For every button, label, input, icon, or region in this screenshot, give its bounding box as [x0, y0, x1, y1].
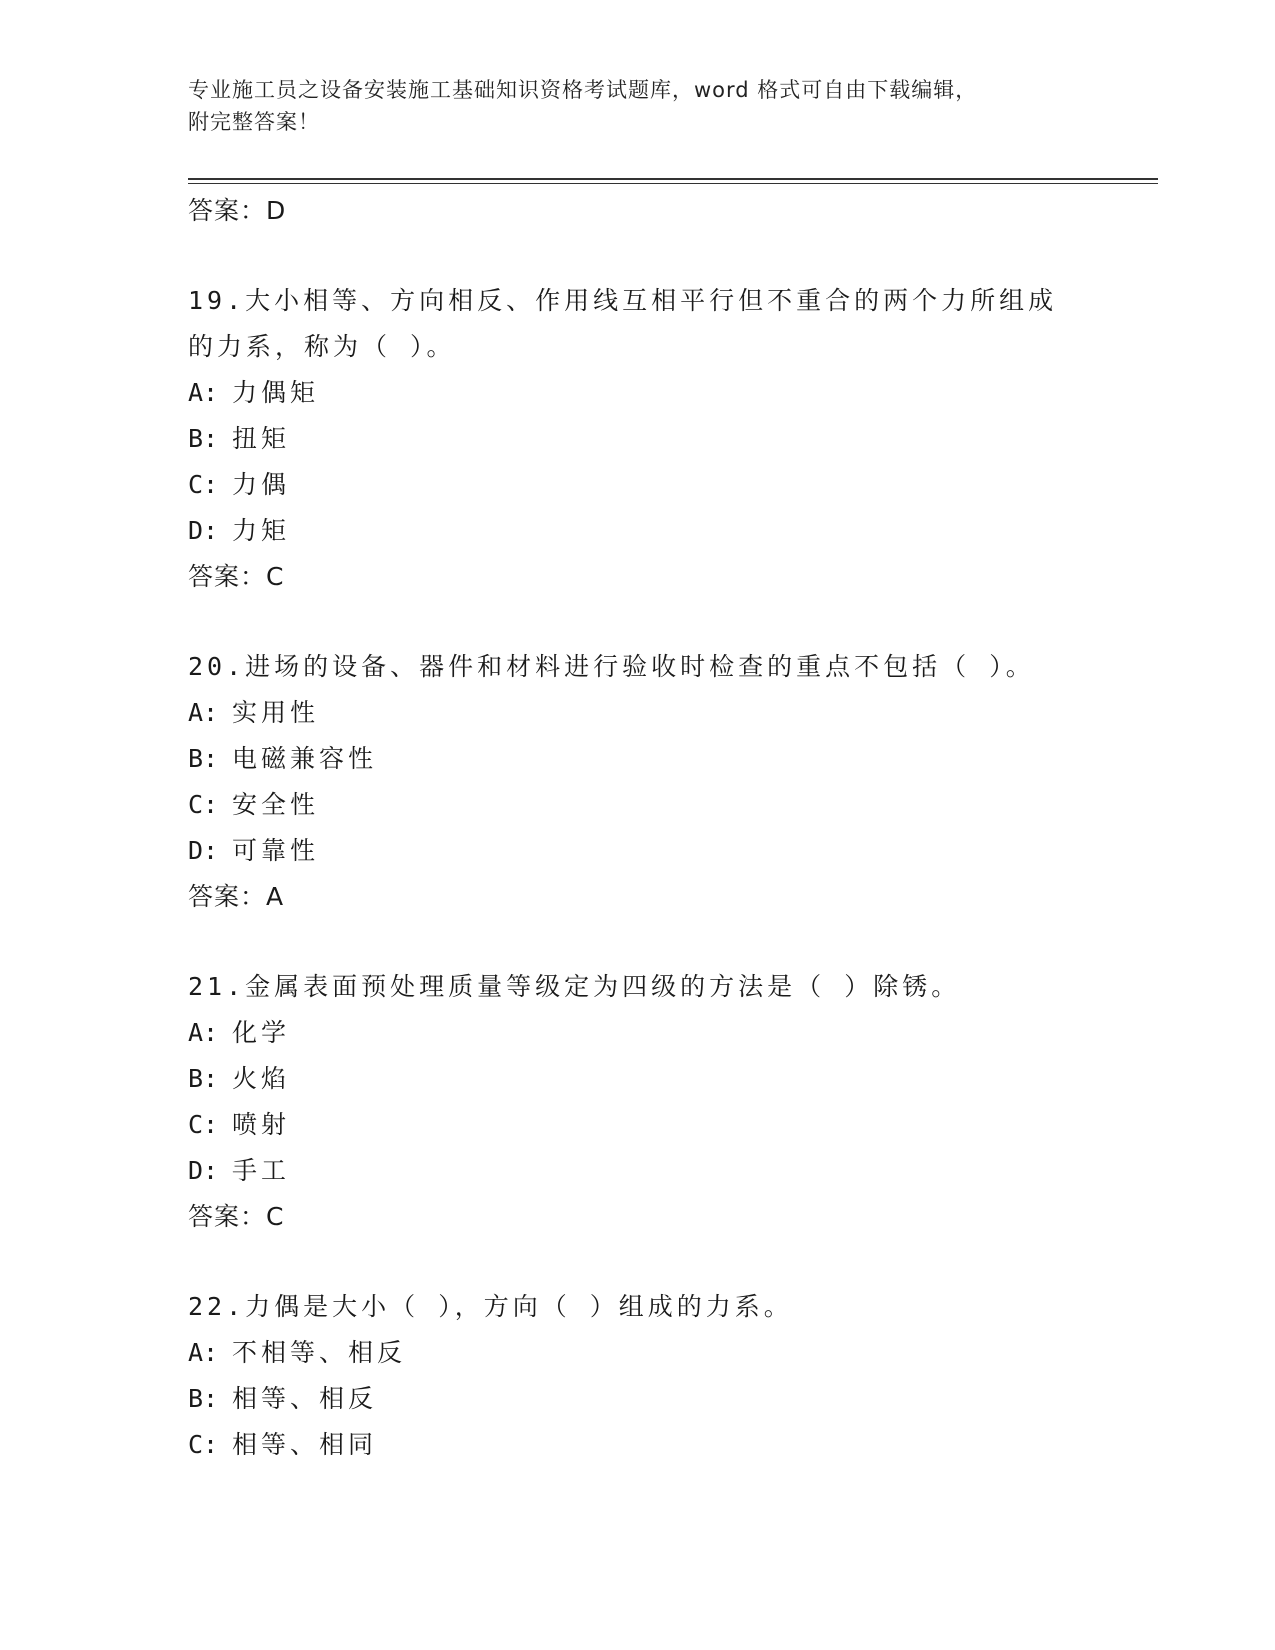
question-text: 20.进场的设备、器件和材料进行验收时检查的重点不包括（ ）。 — [188, 652, 1035, 681]
option-text: 实用性 — [232, 698, 320, 727]
option-text: 可靠性 — [232, 836, 320, 865]
option-b — [188, 416, 1088, 462]
option-text: 力偶 — [232, 470, 291, 499]
question-block — [188, 1284, 1088, 1468]
option-letter: B: — [188, 424, 219, 453]
option-a — [188, 1010, 1088, 1056]
question-text: 19.大小相等、方向相反、作用线互相平行但不重合的两个力所组成的力系，称为（ ）。 — [188, 286, 1058, 361]
question-text: 22.力偶是大小（ ），方向（ ）组成的力系。 — [188, 1292, 793, 1321]
option-text: 相等、相反 — [232, 1384, 378, 1413]
option-text: 手工 — [232, 1156, 291, 1185]
question-block — [188, 644, 1088, 920]
option-letter: D: — [188, 516, 219, 545]
question-list — [188, 188, 1088, 1468]
option-b — [188, 1376, 1088, 1422]
option-b — [188, 1056, 1088, 1102]
answer-label: 答案：D — [188, 196, 287, 225]
option-letter: A: — [188, 698, 219, 727]
page-header — [188, 74, 1068, 138]
option-text: 安全性 — [232, 790, 320, 819]
answer-label: 答案：C — [188, 562, 285, 591]
option-c — [188, 462, 1088, 508]
option-text: 化学 — [232, 1018, 291, 1047]
option-c — [188, 1422, 1088, 1468]
option-c — [188, 1102, 1088, 1148]
option-letter: A: — [188, 1018, 219, 1047]
option-letter: D: — [188, 1156, 219, 1185]
question-block — [188, 278, 1088, 600]
question-text: 21.金属表面预处理质量等级定为四级的方法是（ ）除锈。 — [188, 972, 961, 1001]
option-d — [188, 1148, 1088, 1194]
option-letter: C: — [188, 1430, 219, 1459]
option-letter: B: — [188, 1384, 219, 1413]
header-divider — [188, 178, 1158, 180]
option-b — [188, 736, 1088, 782]
option-text: 不相等、相反 — [232, 1338, 407, 1367]
option-d — [188, 828, 1088, 874]
header-line-1: 专业施工员之设备安装施工基础知识资格考试题库，word 格式可自由下载编辑， — [188, 78, 978, 102]
option-text: 力偶矩 — [232, 378, 320, 407]
option-letter: C: — [188, 790, 219, 819]
option-c — [188, 782, 1088, 828]
option-letter: C: — [188, 1110, 219, 1139]
option-text: 相等、相同 — [232, 1430, 378, 1459]
option-text: 力矩 — [232, 516, 291, 545]
option-letter: A: — [188, 1338, 219, 1367]
option-d — [188, 508, 1088, 554]
header-divider-thin — [188, 183, 1158, 184]
option-letter: C: — [188, 470, 219, 499]
option-letter: D: — [188, 836, 219, 865]
option-text: 火焰 — [232, 1064, 291, 1093]
option-letter: B: — [188, 744, 219, 773]
option-text: 电磁兼容性 — [232, 744, 378, 773]
option-letter: A: — [188, 378, 219, 407]
option-a — [188, 690, 1088, 736]
option-text: 喷射 — [232, 1110, 291, 1139]
option-a — [188, 370, 1088, 416]
option-a — [188, 1330, 1088, 1376]
answer-label: 答案：C — [188, 1202, 285, 1231]
answer-label: 答案：A — [188, 882, 285, 911]
question-block — [188, 964, 1088, 1240]
option-letter: B: — [188, 1064, 219, 1093]
option-text: 扭矩 — [232, 424, 291, 453]
header-line-2: 附完整答案！ — [188, 110, 320, 134]
